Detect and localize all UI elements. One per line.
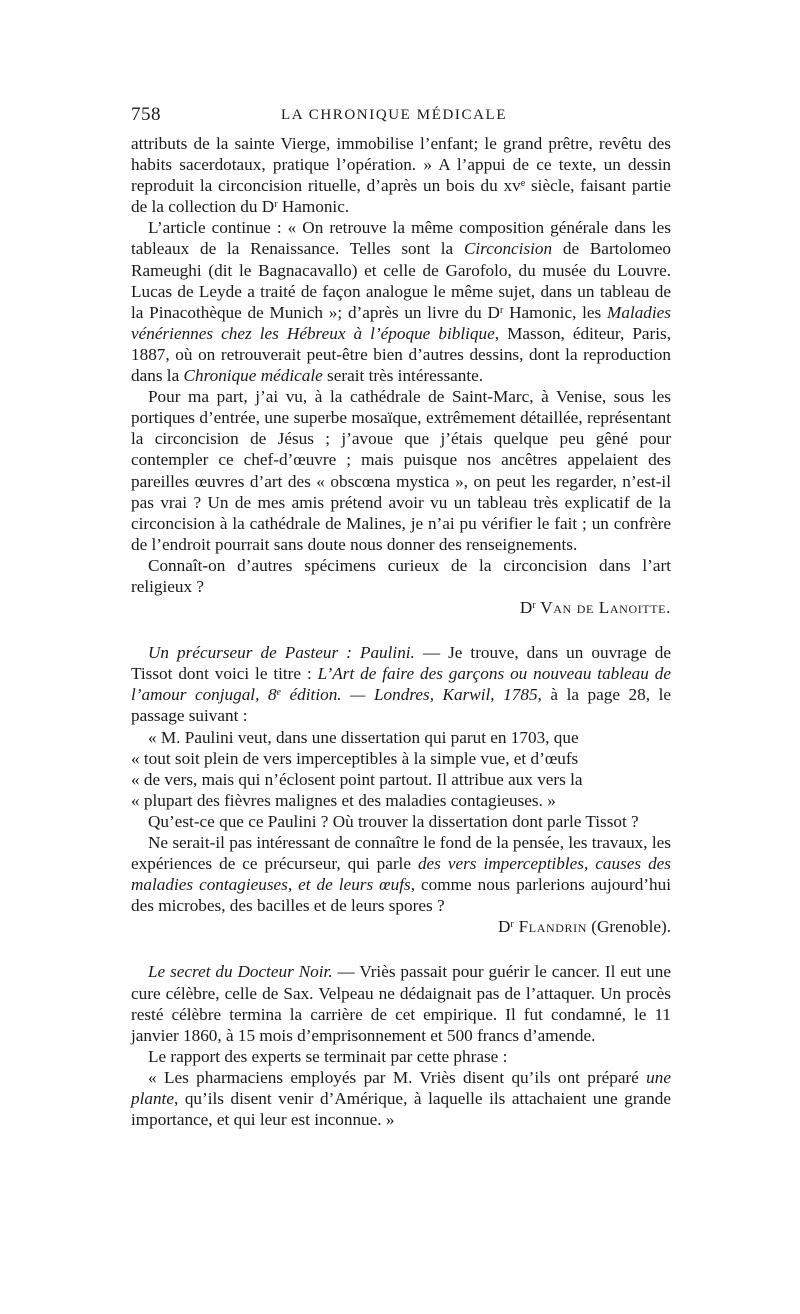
superscript: r xyxy=(532,600,536,612)
signature-name: Van de Lanoitte. xyxy=(535,598,671,618)
paragraph xyxy=(131,961,671,1045)
text-span: , comme nous parlerions aujourd’hui des microbes, des bacilles et de leurs spores ? xyxy=(131,875,671,916)
page-header xyxy=(131,104,671,130)
section-gap xyxy=(131,618,671,642)
paragraph xyxy=(131,832,671,916)
text-span: siècle, faisant partie de la collection du D xyxy=(131,176,671,217)
text-span: serait très intéressante. xyxy=(322,366,484,386)
superscript: r xyxy=(510,919,514,931)
italic-phrase: des vers imperceptibles, causes des maladies contagieuses, et de leurs œufs xyxy=(131,854,671,895)
text-span: Hamonic, les xyxy=(503,302,608,322)
paragraph: Pour ma part, j’ai vu, à la cathédrale de Saint-Marc, à Venise, sous les portiques d’entrée, une superbe mosaïque, extrêmement détaillée, représentant la circoncision de Jésus ; j’avoue que j’étais quelque peu gêné pour contempler ce chef-d’œuvre ; mais puisque nos ancêtres appelaient des pareilles œuvres d’art des « obscœna mystica », on peut les regarder, n’est-il pas vrai ? Un de mes amis prétend avoir vu un tableau très explicatif de la circoncision à la cathédrale de Malines, je n’ai pu vérifier le fait ; un confrère de l’endroit pourrait sans doute nous donner des renseignements. xyxy=(131,387,671,554)
paragraph: Le rapport des experts se terminait par cette phrase : xyxy=(148,1046,508,1066)
text-span: D xyxy=(519,598,533,618)
quote-line: « M. Paulini veut, dans une dissertation qui parut en 1703, que xyxy=(148,727,579,747)
page-body xyxy=(131,133,671,1130)
text-span: de Bartolomeo Rameughi (dit le Bagnacavallo) et celle de Garofolo, du musée du Louvre. Lucas de Leyde a traité de façon analogue le même sujet, dans un tableau de la Pinacothèque de Munich »; d’après un livre du D xyxy=(131,239,671,322)
paragraph: Connaît-on d’autres spécimens curieux de la circoncision dans l’art religieux ? xyxy=(131,555,671,596)
text-span: L’Art de faire des garçons ou nouveau tableau de l’amour conjugal, 8 xyxy=(131,664,671,705)
signature xyxy=(131,597,671,618)
paragraph xyxy=(131,1067,671,1130)
page-number: 758 xyxy=(131,104,161,125)
italic-title: Maladies vénériennes chez les Hébreux à l’époque biblique xyxy=(131,302,671,343)
text-span: L’article continue : « On retrouve la même composition générale dans les tableaux de la Renaissance. Telles sont la xyxy=(131,218,671,259)
italic-title: Chronique médicale xyxy=(183,366,323,386)
italic-phrase: une plante xyxy=(131,1067,671,1109)
text-span: , Masson, éditeur, Paris, 1887, où on retrouverait peut-être bien d’autres dessins, dont la reproduction dans la xyxy=(131,323,671,386)
text-span: (Grenoble). xyxy=(587,917,671,937)
paragraph xyxy=(131,133,671,217)
section-heading: Le secret du Docteur Noir. xyxy=(148,962,333,982)
text-span: — Je trouve, dans un ouvrage de Tissot dont voici le titre : xyxy=(131,643,671,684)
paragraph xyxy=(131,217,671,386)
text-span: xv xyxy=(503,176,521,196)
text-span: édition. — Londres, Karwil, 1785 xyxy=(281,685,538,705)
text-span: D xyxy=(497,917,511,937)
quote-line: « tout soit plein de vers imperceptibles à la simple vue, et d’œufs xyxy=(131,748,579,768)
quote-line: « plupart des fièvres malignes et des maladies contagieuses. » xyxy=(131,790,556,810)
paragraph: Qu’est-ce que ce Paulini ? Où trouver la dissertation dont parle Tissot ? xyxy=(148,811,639,831)
italic-title: Circoncision xyxy=(463,239,553,259)
signature xyxy=(131,916,671,937)
section-gap xyxy=(131,937,671,961)
running-title: LA CHRONIQUE MÉDICALE xyxy=(281,107,508,123)
superscript: e xyxy=(276,687,281,699)
text-span: — Vriès passait pour guérir le cancer. Il eut une cure célèbre, celle de Sax. Velpeau ne dédaignait pas de l’attaquer. Un procès resté célèbre termina la carrière de cet empirique. Il fut condamné, le 11 janvier 1860, à 15 mois d’emprisonnement et 500 francs d’amende. xyxy=(131,962,671,1045)
superscript: r xyxy=(274,199,278,211)
superscript: r xyxy=(499,304,504,316)
paragraph xyxy=(131,642,671,726)
text-span: Ne serait-il pas intéressant de connaître le fond de la pensée, les travaux, les expériences de ce précurseur, qui parle xyxy=(131,833,671,874)
text-span: attributs de la sainte Vierge, immobilise l’enfant; le grand prêtre, revêtu des habits sacerdotaux, pratique l’opération. » A l’appui de ce texte, un dessin reproduit la circoncision rituelle, d’après un bois du xyxy=(131,134,671,196)
text-span: , qu’ils disent venir d’Amérique, à laquelle ils attachaient une grande importance, et qui leur est inconnue. » xyxy=(131,1089,671,1130)
signature-name: Flandrin xyxy=(513,917,587,937)
text-span: « Les pharmaciens employés par M. Vriès disent qu’ils ont préparé xyxy=(148,1067,647,1087)
superscript: e xyxy=(520,178,526,190)
quote-line: « de vers, mais qui n’éclosent point partout. Il attribue aux vers la xyxy=(131,769,583,789)
text-span: Hamonic. xyxy=(277,197,350,217)
text-span: , à la page 28, le passage suivant : xyxy=(131,685,671,726)
section-heading: Un précurseur de Pasteur : Paulini. xyxy=(148,643,415,663)
